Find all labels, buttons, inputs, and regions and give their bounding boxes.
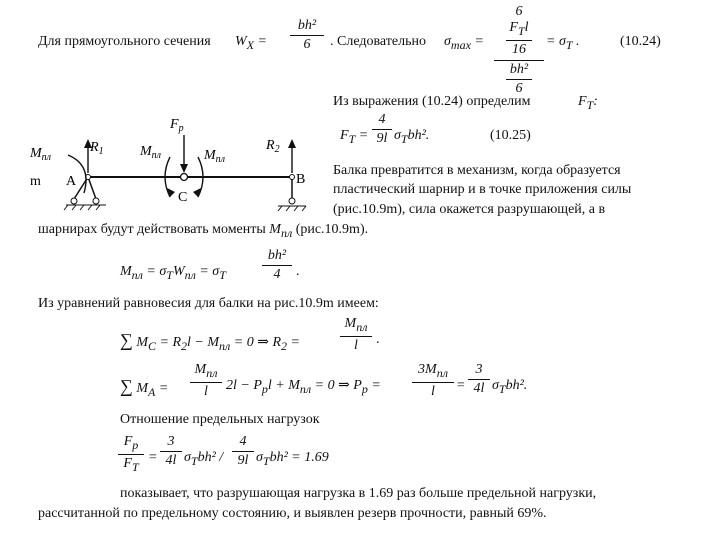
consequently-text: . Следовательно <box>330 34 426 49</box>
beam-diagram <box>20 115 330 220</box>
m-left-label: $M_{пл}$ <box>30 146 52 163</box>
eq-number-1024: (10.24) <box>620 34 661 49</box>
eq-mpl-dot: . <box>296 264 300 279</box>
eq-sum-ma-mid: $2l - P_pl + M_{пл} = 0$ ⇒ $P_p$ = <box>226 378 381 396</box>
r1-label: $R_1$ <box>90 140 104 157</box>
eq-sum-ma-tail: $\sigma_Tbh^2$. <box>492 378 528 396</box>
eq-number-1025: (10.25) <box>490 128 531 143</box>
from-expression-text: Из выражения (10.24) определим <box>333 94 531 109</box>
figure-m-label: m <box>30 174 41 189</box>
fp-label: $F_p$ <box>170 117 184 134</box>
beam-text-line-4: шарнирах будут действовать моменты $M_{пл}$ (рис.10.9m). <box>38 222 369 240</box>
sigma-max: $\sigma_{max}$ = <box>444 34 484 52</box>
eq-1025-lhs: $F_T$ = <box>340 128 369 146</box>
fp-arrow <box>180 135 188 173</box>
eq-mpl-fraction: bh² 4 <box>262 248 292 283</box>
ratio-fraction-2: 4 9l <box>232 434 254 469</box>
r2-arrow <box>288 139 296 173</box>
point-c-label: C <box>178 190 188 205</box>
big-fraction: 6 $F_Tl$ 16 bh² 6 <box>494 4 544 97</box>
eq-sum-ma-fraction-1: $M_{пл}$ l <box>190 362 222 400</box>
beam-text-line-3: (рис.10.9m), сила окажется разрушающей, а в <box>333 202 606 217</box>
equilibrium-text: Из уравнений равновесия для балки на рис.10.9m имеем: <box>38 296 379 311</box>
eq-sum-mc-dot: . <box>376 332 380 347</box>
ratio-fraction-1: 3 4l <box>160 434 182 469</box>
eq-1025-fraction: 4 9l <box>372 112 392 147</box>
conclusion-line-1: показывает, что разрушающая нагрузка в 1.69 раз больше предельной нагрузки, <box>120 486 597 501</box>
point-a-label: A <box>66 174 77 189</box>
eq-sum-mc-fraction: $M_{пл}$ l <box>340 316 372 354</box>
eq-mpl: $M_{пл} = \sigma_TW_{пл} = \sigma_T$ <box>120 264 226 282</box>
eq-sum-ma-fraction-3: 3 4l <box>468 362 490 397</box>
m-center-left-label: $M_{пл}$ <box>140 144 162 161</box>
ratio-s2: $\sigma_Tbh^2 = 1.69$ <box>256 450 329 468</box>
r2-label: $R_2$ <box>266 138 280 155</box>
eq-sum-ma-fraction-2: $3M_{пл}$ l <box>412 362 454 400</box>
beam-text-line-1: Балка превратится в механизм, когда образуется <box>333 163 621 178</box>
beam-text-line-2: пластический шарнир и в точке приложения силы <box>333 182 632 197</box>
ratio-label: Отношение предельных нагрузок <box>120 412 320 427</box>
eq-sum-mc: ∑ $M_C = R_2l - M_{пл} = 0$ ⇒ $R_2$ = <box>120 330 300 353</box>
eq-sum-ma-lhs: ∑ $M_A$ = <box>120 376 169 399</box>
ft-symbol: $F_T$: <box>578 94 598 112</box>
ratio-s1: $\sigma_Tbh^2$ / <box>184 450 224 468</box>
intro-text: Для прямоугольного сечения <box>38 34 211 49</box>
point-b-label: B <box>296 172 306 187</box>
wx-fraction: bh² 6 <box>290 18 324 53</box>
ratio-fp-ft: $F_p$ $F_T$ <box>118 434 144 475</box>
conclusion-line-2: рассчитанной по предельному состоянию, и выявлен резерв прочности, равный 69%. <box>38 506 547 521</box>
ratio-eq: = <box>148 450 158 465</box>
eq-sum-ma-eq3: = <box>456 378 466 393</box>
sigma-t: = $\sigma_T$ . <box>546 34 580 52</box>
eq-1025-rhs: $\sigma_Tbh^2$. <box>394 128 430 146</box>
m-center-right-label: $M_{пл}$ <box>204 148 226 165</box>
wx-symbol: $W_X$ = <box>235 34 267 52</box>
